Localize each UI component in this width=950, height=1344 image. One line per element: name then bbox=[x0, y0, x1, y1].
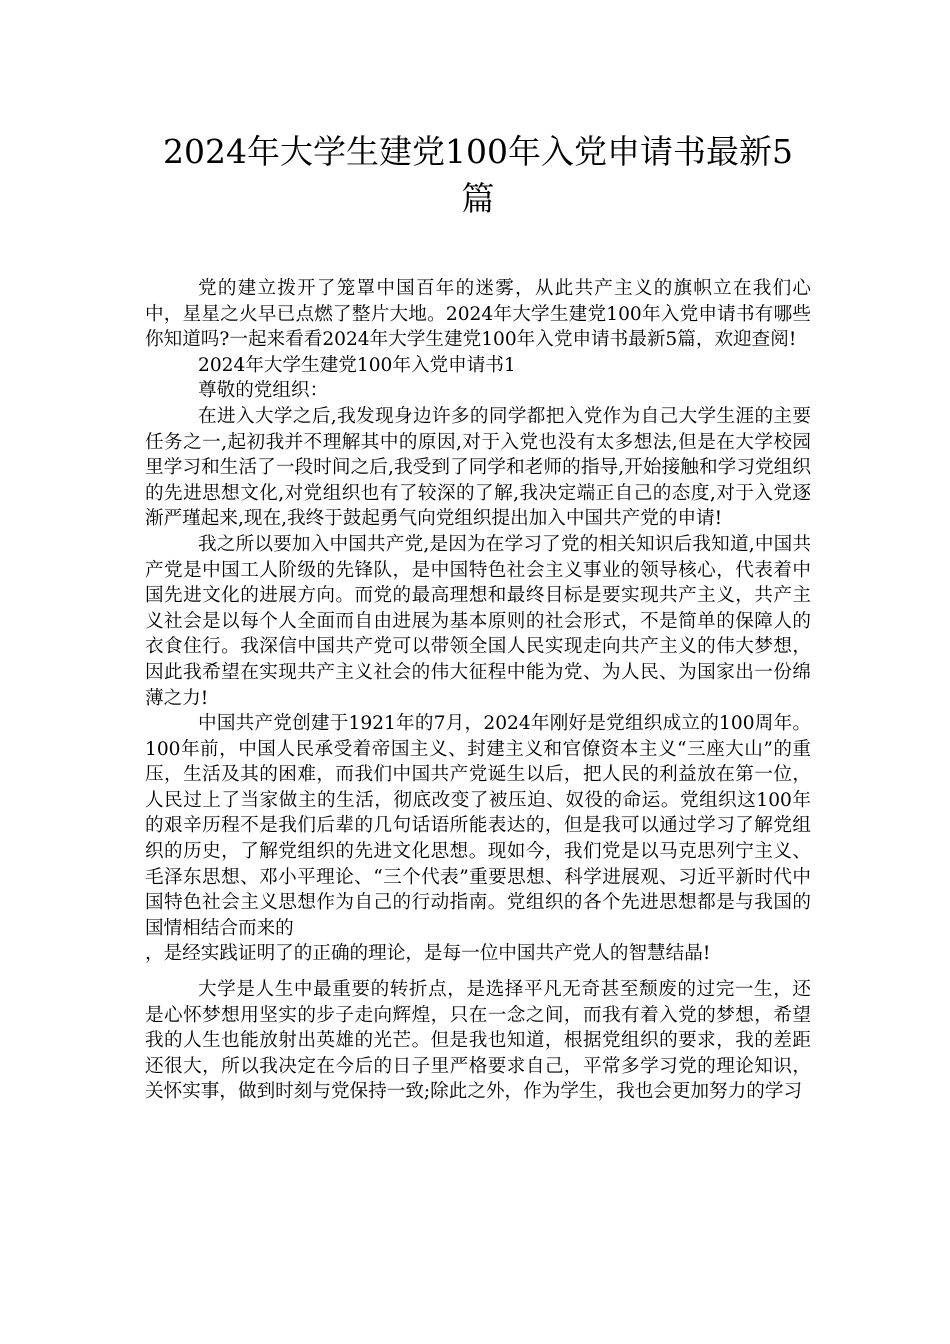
body-paragraph-4: 大学是人生中最重要的转折点，是选择平凡无奇甚至颓废的过完一生，还是心怀梦想用坚实的步子走向辉煌，只在一念之间，而我有着入党的梦想，希望我的人生也能放射出英雄的光芒。但是我也知道，根据党组织的要求，我的差距还很大，所以我决定在今后的日子里严格要求自己，平常多学习党的理论知识，关怀实事，做到时刻与党保持一致;除此之外，作为学生，我也会更加努力的学习 bbox=[145, 979, 811, 1103]
body-paragraph-2: 我之所以要加入中国共产党,是因为在学习了党的相关知识后我知道,中国共产党是中国工人阶级的先锋队，是中国特色社会主义事业的领导核心，代表着中国先进文化的进展方向。而党的最高理想和最终目标是要实现共产主义，共产主义社会是以每个人全面而自由进展为基本原则的社会形式，不是简单的保障人的衣食住行。我深信中国共产党可以带领全国人民实现走向共产主义的伟大梦想，因此我希望在实现共产主义社会的伟大征程中能为党、为人民、为国家出一份绵薄之力! bbox=[145, 533, 811, 709]
body-paragraph-3-continued: ，是经实践证明了的正确的理论，是每一位中国共产党人的智慧结晶! bbox=[145, 943, 711, 965]
salutation: 尊敬的党组织： bbox=[198, 380, 329, 402]
intro-paragraph: 党的建立拨开了笼罩中国百年的迷雾，从此共产主义的旗帜立在我们心中，星星之火早已点燃了整片大地。2024年大学生建党100年入党申请书有哪些你知道吗?一起来看看2024年大学生建党100年入党申请书最新5篇，欢迎查阅! bbox=[145, 278, 811, 351]
document-title bbox=[145, 128, 811, 222]
document-body bbox=[145, 276, 811, 1105]
document-page bbox=[145, 0, 811, 1105]
body-paragraph-1: 在进入大学之后,我发现身边许多的同学都把入党作为自己大学生涯的主要任务之一,起初我并不理解其中的原因,对于入党也没有太多想法,但是在大学校园里学习和生活了一段时间之后,我受到了同学和老师的指导,开始接触和学习党组织的先进思想文化,对党组织也有了较深的了解,我决定端正自己的态度,对于入党逐渐严瑾起来,现在,我终于鼓起勇气向党组织提出加入中国共产党的申请! bbox=[145, 405, 811, 530]
title-line-1: 2024年大学生建党100年入党申请书最新5 bbox=[163, 132, 793, 171]
body-paragraph-3: 中国共产党创建于1921年的7月，2024年刚好是党组织成立的100周年。100年前，中国人民承受着帝国主义、封建主义和官僚资本主义“三座大山”的重压，生活及其的困难，而我们中国共产党诞生以后，把人民的利益放在第一位，人民过上了当家做主的生活，彻底改变了被压迫、奴役的命运。党组织这100年的艰辛历程不是我们后辈的几句话语所能表达的，但是我可以通过学习了解党组织的历史，了解党组织的先进文化思想。现如今，我们党是以马克思列宁主义、毛泽东思想、邓小平理论、“三个代表”重要思想、科学进展观、习近平新时代中国特色社会主义思想作为自己的行动指南。党组织的各个先进思想都是与我国的国情相结合而来的 bbox=[145, 713, 811, 939]
section-heading: 2024年大学生建党100年入党申请书1 bbox=[198, 354, 516, 376]
title-line-2: 篇 bbox=[461, 179, 495, 218]
